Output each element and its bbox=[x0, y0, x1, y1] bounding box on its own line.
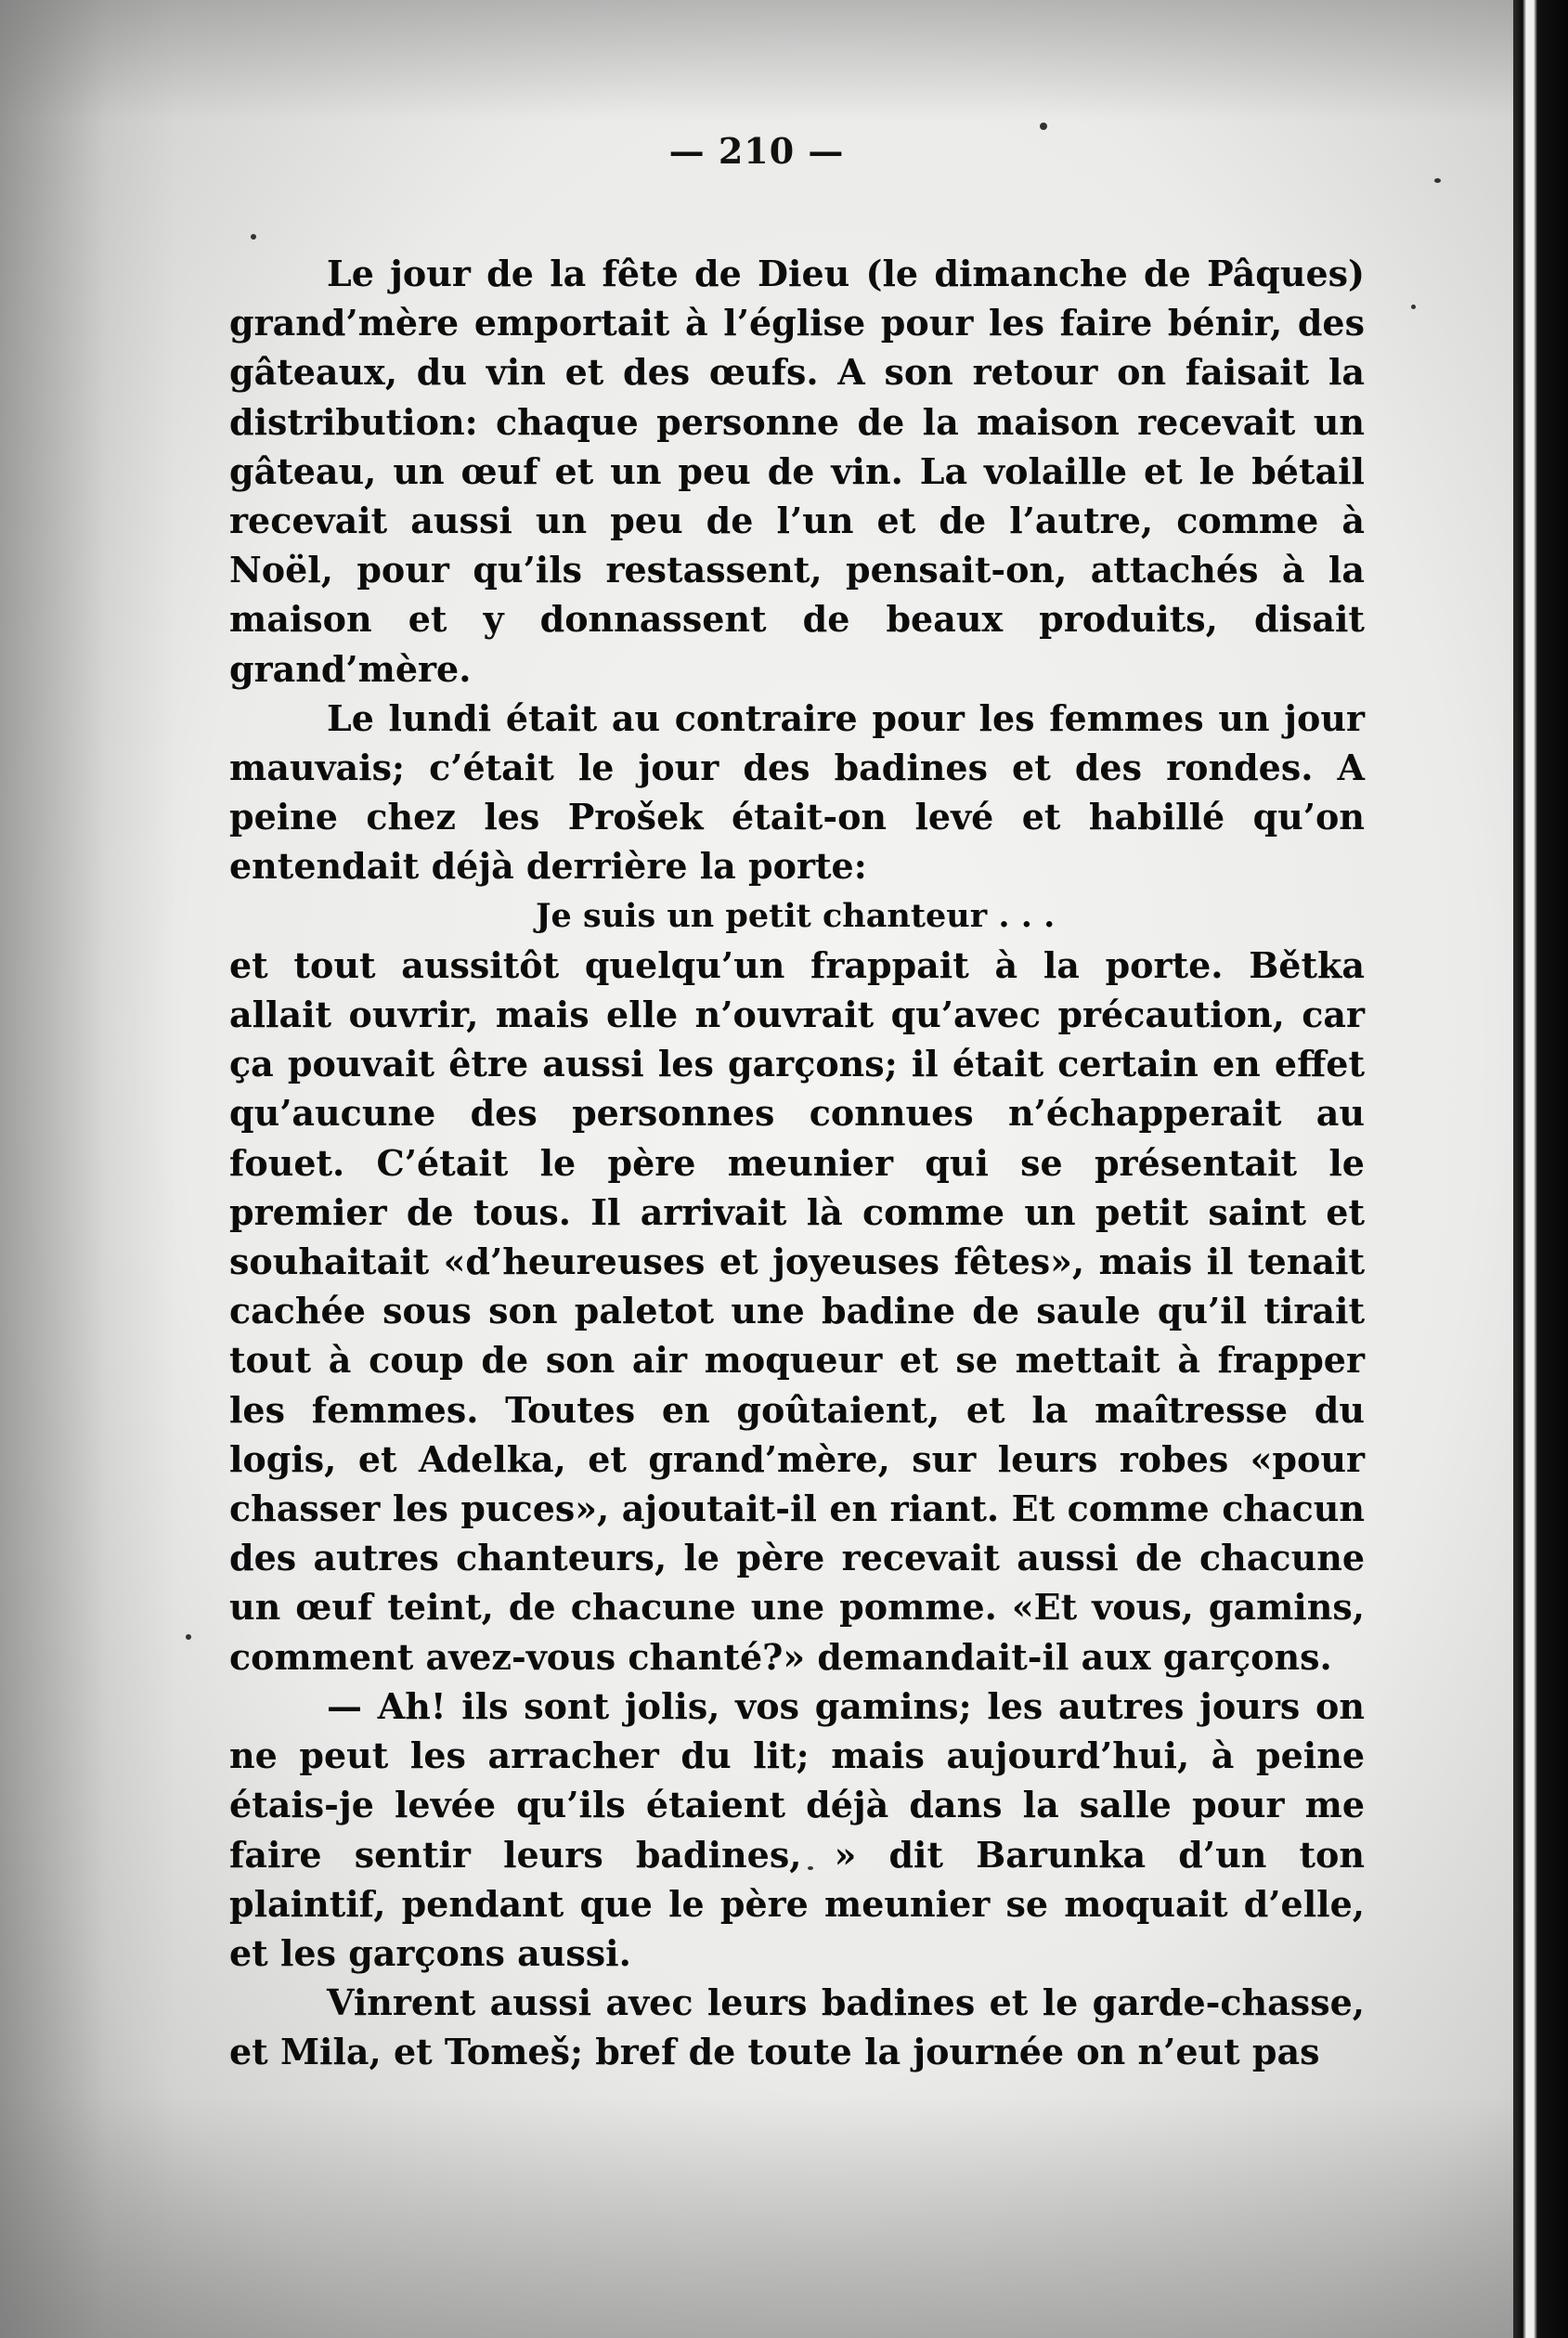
scan-speck bbox=[1040, 123, 1047, 130]
paragraph: — Ah! ils sont jolis, vos gamins; les autres jours on ne peut les arracher du lit; mais aujourd’hui, à peine étais-je levée qu’ils étaient déjà dans la salle pour me faire sentir leurs badines, » dit Barunka d’un ton plaintif, pendant que le père meunier se moquait d’elle, et les garçons aussi. bbox=[229, 1684, 1365, 1974]
page-shadow-left bbox=[0, 0, 176, 2338]
paragraph: Le lundi était au contraire pour les femmes un jour mauvais; c’était le jour des badines et des rondes. A peine chez les Prošek était-on levé et habillé qu’on entendait déjà derrière la porte: bbox=[229, 696, 1365, 888]
book-binding-edge bbox=[1513, 0, 1568, 2338]
paragraph: Vinrent aussi avec leurs badines et le garde-chasse, et Mila, et Tomeš; bref de toute la journée on n’eut pas bbox=[229, 1981, 1365, 2073]
page-shadow-top bbox=[0, 0, 1513, 121]
paragraph: Le jour de la fête de Dieu (le dimanche de Pâques) grand’mère emportait à l’église pour les faire bénir, des gâteaux, du vin et des œufs. A son retour on faisait la distribution: chaque personne de la maison recevait un gâteau, un œuf et un peu de vin. La volaille et le bétail recevait aussi un peu de l’un et de l’autre, comme à Noël, pour qu’ils restassent, pensait-on, attachés à la maison et y donnassent de beaux produits, disait grand’mère. bbox=[229, 253, 1365, 690]
body-text bbox=[229, 249, 1365, 2077]
paragraph: et tout aussitôt quelqu’un frappait à la porte. Bětka allait ouvrir, mais elle n’ouvrait qu’avec précaution, car ça pouvait être aussi les garçons; il était certain en effet qu’aucune des personnes connues n’échapperait au fouet. C’était le père meunier qui se présentait le premier de tous. Il arrivait là comme un petit saint et souhaitait «d’heureuses et joyeuses fêtes», mais il tenait cachée sous son paletot une badine de saule qu’il tirait tout à coup de son air moqueur et se mettait à frapper les femmes. Toutes en goûtaient, et la maîtresse du logis, et Adelka, et grand’mère, sur leurs robes «pour chasser les puces», ajoutait-il en riant. Et comme chacun des autres chanteurs, le père recevait aussi de chacune un œuf teint, de chacune une pomme. «Et vous, gamins, comment avez-vous chanté?» demandait-il aux garçons. bbox=[229, 943, 1365, 1678]
scan-speck bbox=[251, 234, 256, 240]
scan-speck bbox=[186, 1634, 191, 1640]
scan-speck bbox=[1411, 305, 1416, 309]
verse-line: Je suis un petit chanteur . . . bbox=[536, 896, 1056, 935]
page-shadow-bottom bbox=[0, 2097, 1513, 2338]
scan-speck bbox=[1434, 178, 1441, 183]
page-number: — 210 — bbox=[668, 130, 845, 172]
